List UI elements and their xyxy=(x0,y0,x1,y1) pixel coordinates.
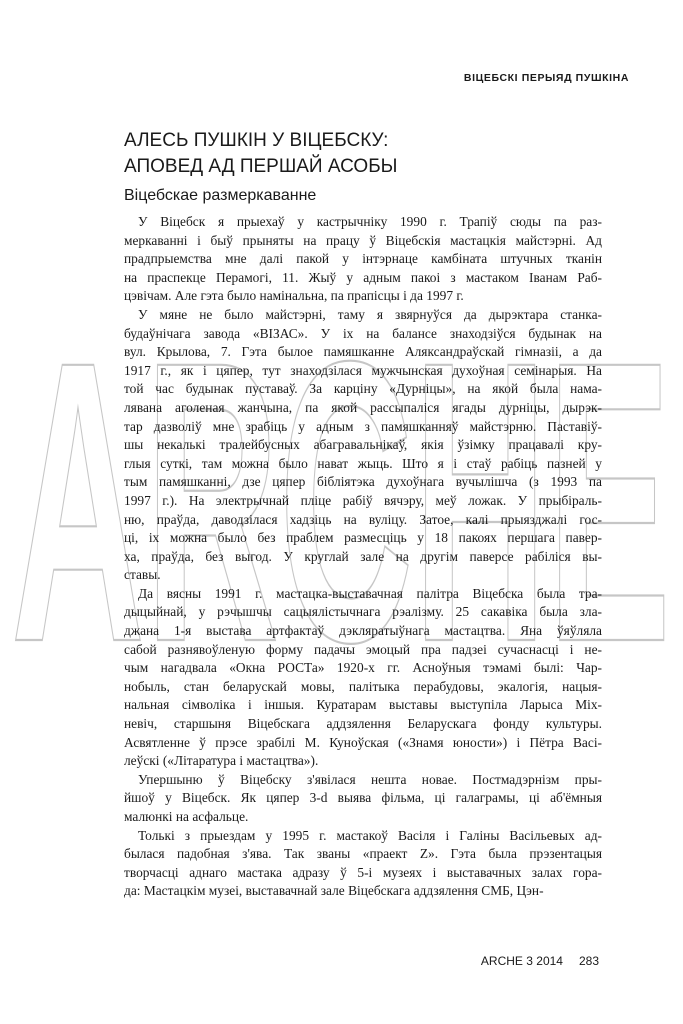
text-line: невіч, старшыня Віцебскага аддзялення Беларускага фонду культуры. xyxy=(124,716,602,732)
text-line: 1917 г., як і цяпер, тут знаходзілася мужчынская духоўная семінарыя. На xyxy=(124,362,602,378)
paragraph xyxy=(124,771,602,827)
text-line: Асвятленне ў прэсе зрабілі М. Куноўская («Знамя юности») і Пётра Васі- xyxy=(124,734,602,750)
text-line: У мяне не было майстэрні, таму я звярнуўся да дырэктара станка- xyxy=(138,306,602,322)
text-line: 1997 г.). На электрычнай пліце рабіў вячэру, меў ложак. У прыбіраль- xyxy=(124,492,602,508)
text-line: да: Мастацкім музеі, выставачнай зале Віцебскага аддзялення СМБ, Цэн- xyxy=(124,883,544,899)
text-line: Толькі з прыездам у 1995 г. мастакоў Васіля і Галіны Васільевых ад- xyxy=(138,827,602,843)
text-line: Да вясны 1991 г. мастацка-выставачная палітра Віцебска была тра- xyxy=(138,585,602,601)
text-line: нобыль, стан беларускай мовы, палітыка перабудовы, экалогія, нацыя- xyxy=(124,678,602,694)
text-line: прадпрыемства мне далі пакой у інтэрнаце камбіната штучных тканін xyxy=(124,251,602,267)
text-line: на праспекце Перамогі, 11. Жыў у адным пакоі з мастаком Іванам Раб- xyxy=(124,269,602,285)
paragraph xyxy=(124,827,602,901)
journal-issue: ARCHE 3 2014 xyxy=(480,954,563,968)
paragraph xyxy=(124,585,602,771)
text-line: тым памяшканні, дзе цяпер бібліятэка духоўнага вучылішча (з 1993 па xyxy=(124,474,602,490)
title-line-2: АПОВЕД АД ПЕРШАЙ АСОБЫ xyxy=(124,156,398,177)
text-line: леўскі («Літаратура і мастацтва»). xyxy=(124,753,319,769)
page-number: 283 xyxy=(578,954,599,968)
text-line: малюнкі на асфальце. xyxy=(124,809,249,824)
text-line: глыя суткі, там можна было нават жыць. Што я і стаў рабіць пазней у xyxy=(124,455,602,471)
text-line: будаўнічага завода «ВІЗАС». У іх на балансе знаходзіўся будынак на xyxy=(124,325,602,341)
text-line: У Віцебск я прыехаў у кастрычніку 1990 г. Трапіў сюды па раз- xyxy=(138,214,602,229)
text-line: сабой разнявоўленую форму падачы эмоцый пра падзеі сучаснасці і не- xyxy=(124,641,602,657)
text-line: цэвічам. Але гэта было намінальна, па прапісцы і да 1997 г. xyxy=(124,288,464,304)
paragraph xyxy=(124,213,602,306)
text-line: ню, праўда, даводзілася хадзіць на вуліцу. Затое, калі прыязджалі гос- xyxy=(124,511,602,527)
article-body xyxy=(124,213,602,901)
watermark-text: ARCHE xyxy=(11,278,671,725)
text-line: вул. Крылова, 7. Гэта былое памяшканне Аляксандраўскай гімназіі, а да xyxy=(124,344,602,360)
title-line-1: АЛЕСЬ ПУШКІН У ВІЦЕБСКУ: xyxy=(124,130,389,151)
text-line: дыцыйнай, у рэчышчы сацыялістычнага рэалізму. 25 сакавіка была зла- xyxy=(124,604,602,620)
running-header: ВІЦЕБСКІ ПЕРЫЯД ПУШКІНА xyxy=(463,72,629,84)
page-footer xyxy=(481,954,599,968)
text-line: творчасці аднаго мастака адразу ў 5-і музеях і выставачных залах гора- xyxy=(124,864,602,880)
text-line: ці, іх можна было без праблем размесціць у 18 пакоях першага павер- xyxy=(124,530,602,546)
text-line: Упершыню ў Віцебску з'явілася нешта новае. Постмадэрнізм пры- xyxy=(138,771,602,787)
text-line: ставы. xyxy=(124,567,161,583)
section-heading: Віцебскае размеркаванне xyxy=(124,187,317,204)
text-line: меркаванні і быў прыняты на працу ў Віцебскія мастацкія майстэрні. Ад xyxy=(124,232,602,248)
text-line: тар дазволіў мне зрабіць у адным з памяшканняў майстэрню. Паставіў- xyxy=(124,418,602,434)
text-line: лявана аголеная жанчына, па якой рассыпаліся ягады дурніцы, дырэк- xyxy=(124,399,602,415)
text-line: джана 1-я выстава артфактаў дэкляратыўнага мастацтва. Яна ўяўляла xyxy=(124,623,602,639)
text-line: ха, праўда, без выгод. У круглай зале на другім паверсе рабіліся вы- xyxy=(124,548,602,564)
text-line: нальная сімволіка і іншыя. Куратарам выставы выступіла Ларыса Міх- xyxy=(124,697,602,713)
text-line: шы некалькі тралейбусных абагравальнікаў, якія ўзімку працавалі кру- xyxy=(124,437,602,453)
text-line: йшоў у Віцебск. Як цяпер 3-d выява фільма, ці галаграмы, ці аб'ёмныя xyxy=(124,790,602,806)
text-line: чым нагадвала «Окна РОСТа» 1920-х гг. Асноўныя тэмамі былі: Чар- xyxy=(124,660,602,676)
text-line: той час будынак пуставаў. За карціну «Дурніцы», на якой была нама- xyxy=(124,381,602,397)
article-title xyxy=(124,128,594,180)
paragraph xyxy=(124,306,602,585)
text-line: былася падобная з'ява. Так званы «праект Z». Гэта была прэзентацыя xyxy=(124,846,602,862)
